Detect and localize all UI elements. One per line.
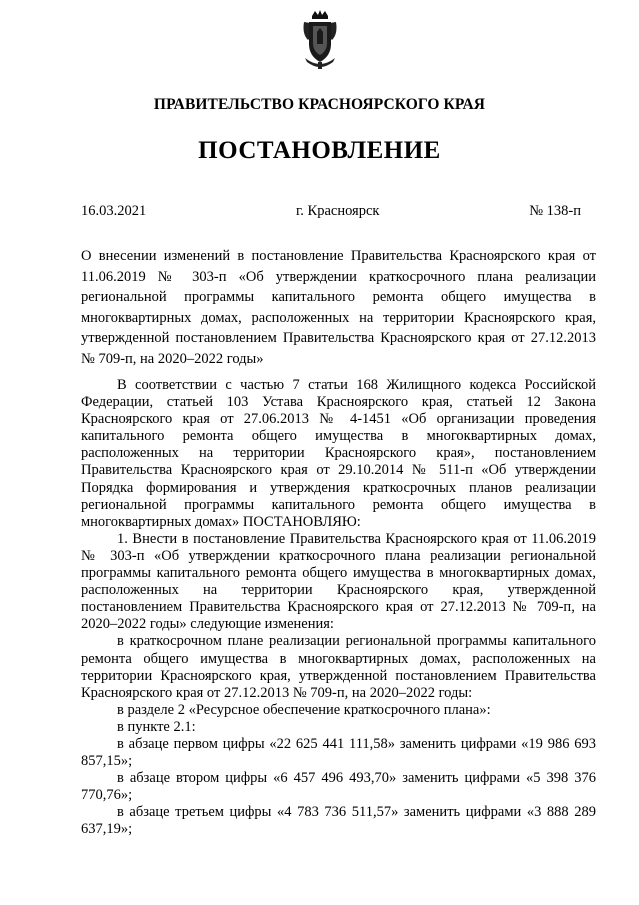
document-date: 16.03.2021	[81, 203, 147, 219]
body-paragraph: в пункте 2.1:	[117, 718, 196, 735]
document-number: № 138-п	[529, 203, 581, 219]
body-paragraph: В соответствии с частью 7 статьи 168 Жилищного кодекса Российской Федерации, статьей 103 Устава Красноярского края, статьей 12 Закона Красноярского края от 27.06.2013 № 4-1451 «Об организации проведения капитального ремонта общего имущества в многоквартирных домах, расположенных на территории Красноярского края», постановлением Правительства Красноярского края от 29.10.2014 № 511-п «Об утверждении Порядка формирования и утверждения краткосрочных планов реализации региональной программы капитального ремонта общего имущества в многоквартирных домах» ПОСТАНОВЛЯЮ:	[81, 377, 596, 530]
body-paragraph: в абзаце втором цифры «6 457 496 493,70» заменить цифрами «5 398 376 770,76»;	[81, 770, 596, 804]
document-body	[81, 377, 596, 839]
body-paragraph: в краткосрочном плане реализации региональной программы капитального ремонта общего имущества в многоквартирных домах, расположенных на территории Красноярского края, утвержденной постановлением Правительства Красноярского края от 27.12.2013 № 709-п, на 2020–2022 годы:	[81, 633, 596, 701]
government-name: ПРАВИТЕЛЬСТВО КРАСНОЯРСКОГО КРАЯ	[153, 96, 486, 113]
document-type-title: ПОСТАНОВЛЕНИЕ	[198, 137, 441, 164]
document-city: г. Красноярск	[295, 203, 380, 219]
body-paragraph: 1. Внести в постановление Правительства Красноярского края от 11.06.2019 № 303-п «Об утверждении краткосрочного плана реализации региональной программы капитального ремонта общего имущества в многоквартирных домах, расположенных на территории Красноярского края, утвержденной постановлением Правительства Красноярского края от 27.12.2013 № 709-п, на 2020–2022 годы» следующие изменения:	[81, 530, 596, 633]
body-paragraph: в разделе 2 «Ресурсное обеспечение краткосрочного плана»:	[117, 701, 491, 718]
document-subject: О внесении изменений в постановление Правительства Красноярского края от 11.06.2019 № 303-п «Об утверждении краткосрочного плана реализации региональной программы капитального ремонта общего имущества в многоквартирных домах, расположенных на территории Красноярского края, утвержденной постановлением Правительства Красноярского края от 27.12.2013 № 709-п, на 2020–2022 годы»	[81, 248, 596, 367]
coat-of-arms-icon	[300, 10, 340, 70]
body-paragraph: в абзаце третьем цифры «4 783 736 511,57» заменить цифрами «3 888 289 637,19»;	[81, 804, 596, 838]
document-meta-row	[81, 203, 581, 220]
body-paragraph: в абзаце первом цифры «22 625 441 111,58» заменить цифрами «19 986 693 857,15»;	[81, 735, 596, 770]
